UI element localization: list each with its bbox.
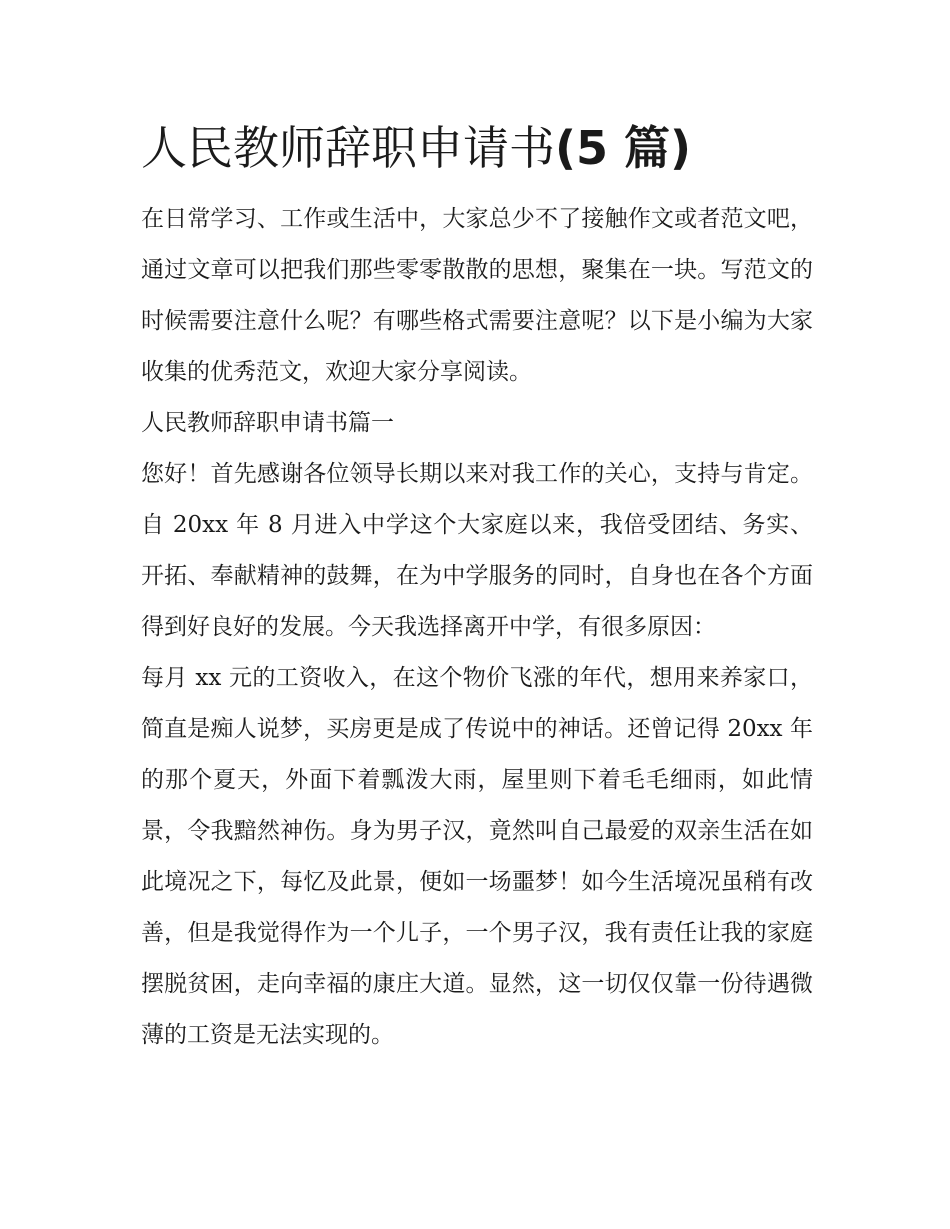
document-page bbox=[141, 112, 813, 1061]
body-paragraph-1: 您好！首先感谢各位领导长期以来对我工作的关心，支持与肯定。自 20xx 年 8 月进入中学这个大家庭以来，我倍受团结、务实、开拓、奉献精神的鼓舞，在为中学服务的同时，自身也在各个方面得到好良好的发展。今天我选择离开中学，有很多原因： bbox=[141, 461, 813, 640]
body-paragraph-2: 每月 xx 元的工资收入，在这个物价飞涨的年代，想用来养家口，简直是痴人说梦，买房更是成了传说中的神话。还曾记得 20xx 年的那个夏天，外面下着瓢泼大雨，屋里则下着毛毛细雨，如此情景，令我黯然神伤。身为男子汉，竟然叫自己最爱的双亲生活在如此境况之下，每忆及此景，便如一场噩梦！如今生活境况虽稍有改善，但是我觉得作为一个儿子，一个男子汉，我有责任让我的家庭摆脱贫困，走向幸福的康庄大道。显然，这一切仅仅靠一份待遇微薄的工资是无法实现的。 bbox=[141, 665, 813, 1048]
title-main: 人民教师辞职申请书 bbox=[141, 121, 555, 175]
section-heading: 人民教师辞职申请书篇一 bbox=[141, 410, 394, 436]
intro-paragraph: 在日常学习、工作或生活中，大家总少不了接触作文或者范文吧，通过文章可以把我们那些零零散散的思想，聚集在一块。写范文的时候需要注意什么呢？有哪些格式需要注意呢？以下是小编为大家收集的优秀范文，欢迎大家分享阅读。 bbox=[141, 206, 813, 385]
document-title bbox=[141, 112, 813, 184]
title-suffix: (5 篇) bbox=[555, 121, 692, 175]
